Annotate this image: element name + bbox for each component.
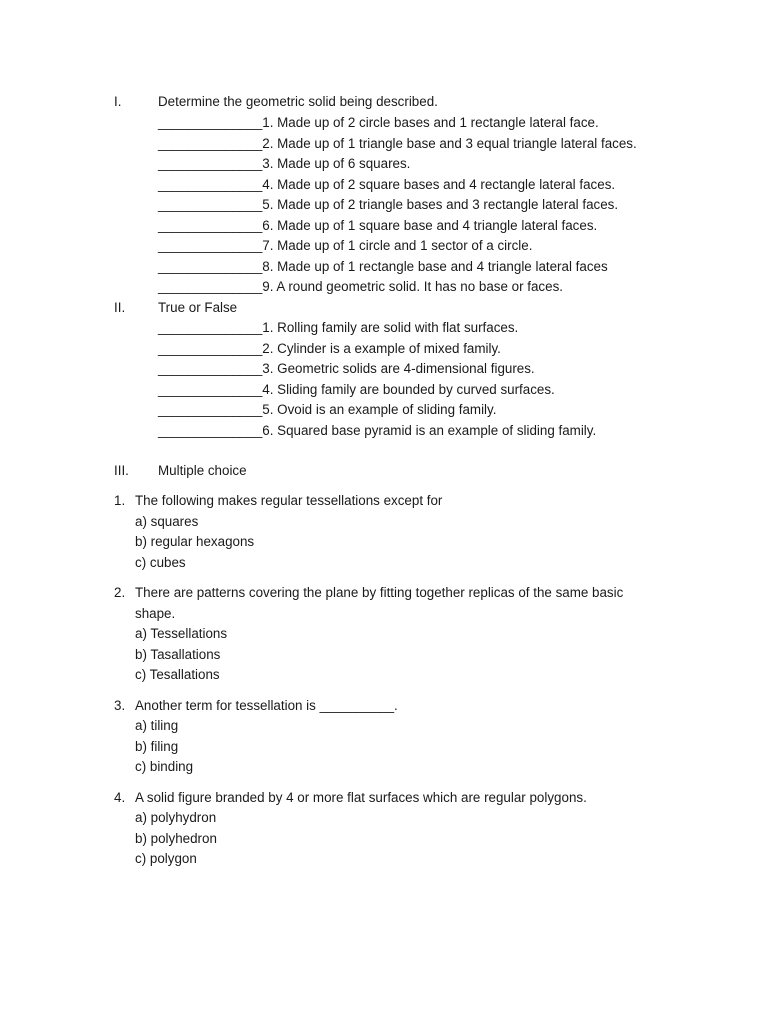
question-text: There are patterns covering the plane by fitting together replicas of the same basic shape. bbox=[135, 585, 624, 621]
answer-option: c) cubes bbox=[135, 554, 186, 570]
section-2-numeral: II. bbox=[114, 299, 126, 315]
section-1-item: ______________1. Made up of 2 circle bases and 1 rectangle lateral face. bbox=[158, 115, 599, 130]
section-1-title: Determine the geometric solid being described. bbox=[158, 94, 438, 109]
section-1-item: ______________9. A round geometric solid. It has no base or faces. bbox=[158, 279, 563, 294]
question-number: 1. bbox=[114, 493, 126, 508]
answer-option: a) polyhydron bbox=[135, 810, 217, 825]
section-1-item: ______________8. Made up of 1 rectangle base and 4 triangle lateral faces bbox=[158, 258, 608, 274]
question-text: The following makes regular tessellations except for bbox=[135, 493, 443, 508]
answer-option: a) tiling bbox=[135, 718, 179, 733]
question-body bbox=[135, 696, 655, 778]
section-2-title: True or False bbox=[158, 299, 238, 315]
section-1-item: ______________7. Made up of 1 circle and 1 sector of a circle. bbox=[158, 238, 533, 253]
section-1-item: ______________5. Made up of 2 triangle bases and 3 rectangle lateral faces. bbox=[158, 197, 619, 212]
answer-option: b) polyhedron bbox=[135, 830, 217, 846]
section-3-title: Multiple choice bbox=[158, 463, 247, 478]
answer-option: a) squares bbox=[135, 513, 199, 529]
answer-option: c) Tesallations bbox=[135, 667, 220, 682]
section-2-item: ______________5. Ovoid is an example of sliding family. bbox=[158, 402, 497, 417]
answer-option: c) binding bbox=[135, 759, 194, 774]
section-2-item: ______________6. Squared base pyramid is an example of sliding family. bbox=[158, 422, 597, 438]
section-1-item: ______________2. Made up of 1 triangle base and 3 equal triangle lateral faces. bbox=[158, 135, 637, 151]
section-1-item: ______________4. Made up of 2 square bases and 4 rectangle lateral faces. bbox=[158, 176, 616, 192]
question-body bbox=[135, 788, 655, 870]
question-number: 2. bbox=[114, 585, 126, 600]
section-2-item: ______________1. Rolling family are solid with flat surfaces. bbox=[158, 320, 519, 335]
question-number: 3. bbox=[114, 697, 126, 713]
question-number: 4. bbox=[114, 789, 126, 805]
question-body bbox=[135, 491, 655, 573]
answer-option: c) polygon bbox=[135, 851, 197, 866]
answer-option: b) Tasallations bbox=[135, 646, 221, 662]
answer-option: b) filing bbox=[135, 738, 179, 754]
question-text: Another term for tessellation is __________. bbox=[135, 697, 398, 713]
section-3-numeral: III. bbox=[114, 463, 129, 478]
section-1-item: ______________3. Made up of 6 squares. bbox=[158, 156, 411, 171]
question-body bbox=[135, 583, 655, 686]
section-2-item: ______________2. Cylinder is a example of mixed family. bbox=[158, 340, 501, 356]
answer-option: a) Tessellations bbox=[135, 626, 228, 641]
section-1-item: ______________6. Made up of 1 square base and 4 triangle lateral faces. bbox=[158, 217, 598, 233]
answer-option: b) regular hexagons bbox=[135, 534, 255, 549]
section-2-item: ______________4. Sliding family are bounded by curved surfaces. bbox=[158, 381, 555, 397]
section-2-item: ______________3. Geometric solids are 4-dimensional figures. bbox=[158, 361, 535, 376]
question-text: A solid figure branded by 4 or more flat surfaces which are regular polygons. bbox=[135, 789, 587, 805]
section-1-numeral: I. bbox=[114, 94, 122, 109]
